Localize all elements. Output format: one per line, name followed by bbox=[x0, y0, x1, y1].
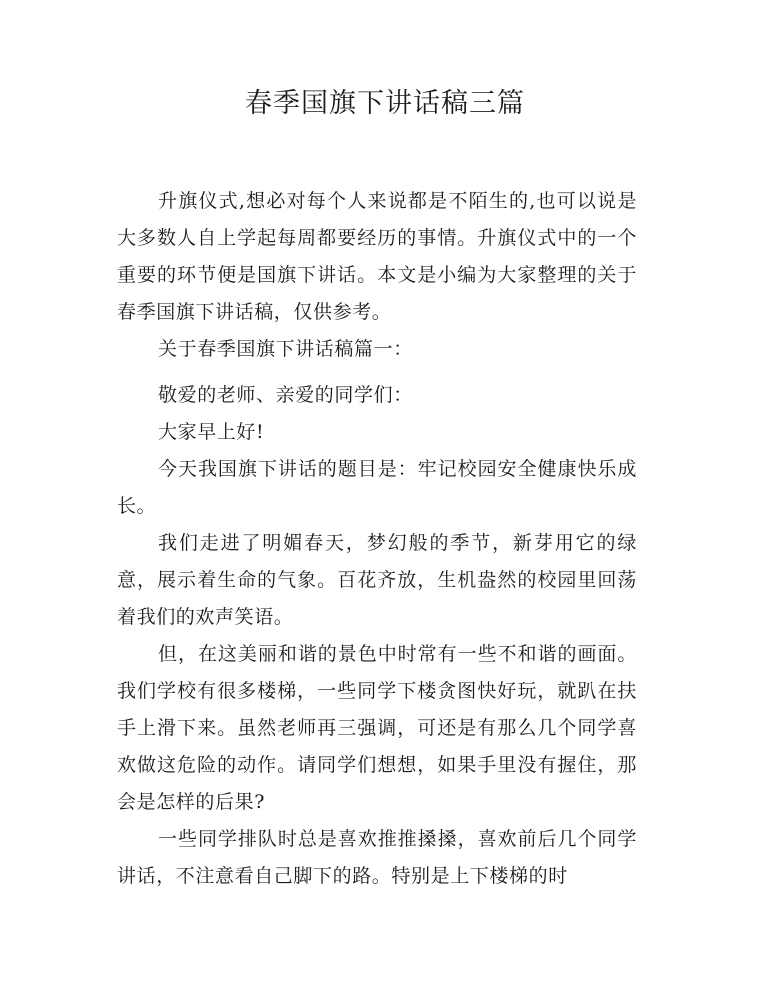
paragraph-salutation: 敬爱的老师、亲爱的同学们： bbox=[158, 384, 413, 406]
paragraph-topic: 今天我国旗下讲话的题目是：牢记校园安全健康快乐成长。 bbox=[117, 458, 637, 517]
paragraph-spacer bbox=[117, 368, 637, 377]
paragraph-stairs: 但，在这美丽和谐的景色中时常有一些不和谐的画面。我们学校有很多楼梯，一些同学下楼贪图快好玩，就趴在扶手上滑下来。虽然老师再三强调，可还是有那么几个同学喜欢做这危险的动作。请同学们想想，如果手里没有握住，那会是怎样的后果? bbox=[117, 643, 637, 813]
document-body bbox=[117, 183, 637, 895]
paragraph-spring: 我们走进了明媚春天，梦幻般的季节，新芽用它的绿意，展示着生命的气象。百花齐放，生机盎然的校园里回荡着我们的欢声笑语。 bbox=[117, 532, 637, 628]
paragraph-intro: 升旗仪式,想必对每个人来说都是不陌生的,也可以说是大多数人自上学起每周都要经历的事情。升旗仪式中的一个重要的环节便是国旗下讲话。本文是小编为大家整理的关于春季国旗下讲话稿，仅供参考。 bbox=[117, 190, 637, 323]
document-title: 春季国旗下讲话稿三篇 bbox=[245, 88, 525, 119]
paragraph-greeting: 大家早上好! bbox=[158, 421, 265, 443]
paragraph-queue: 一些同学排队时总是喜欢推推搡搡，喜欢前后几个同学讲话，不注意看自己脚下的路。特别是上下楼梯的时 bbox=[117, 828, 637, 887]
paragraph-section-heading: 关于春季国旗下讲话稿篇一： bbox=[158, 338, 413, 360]
